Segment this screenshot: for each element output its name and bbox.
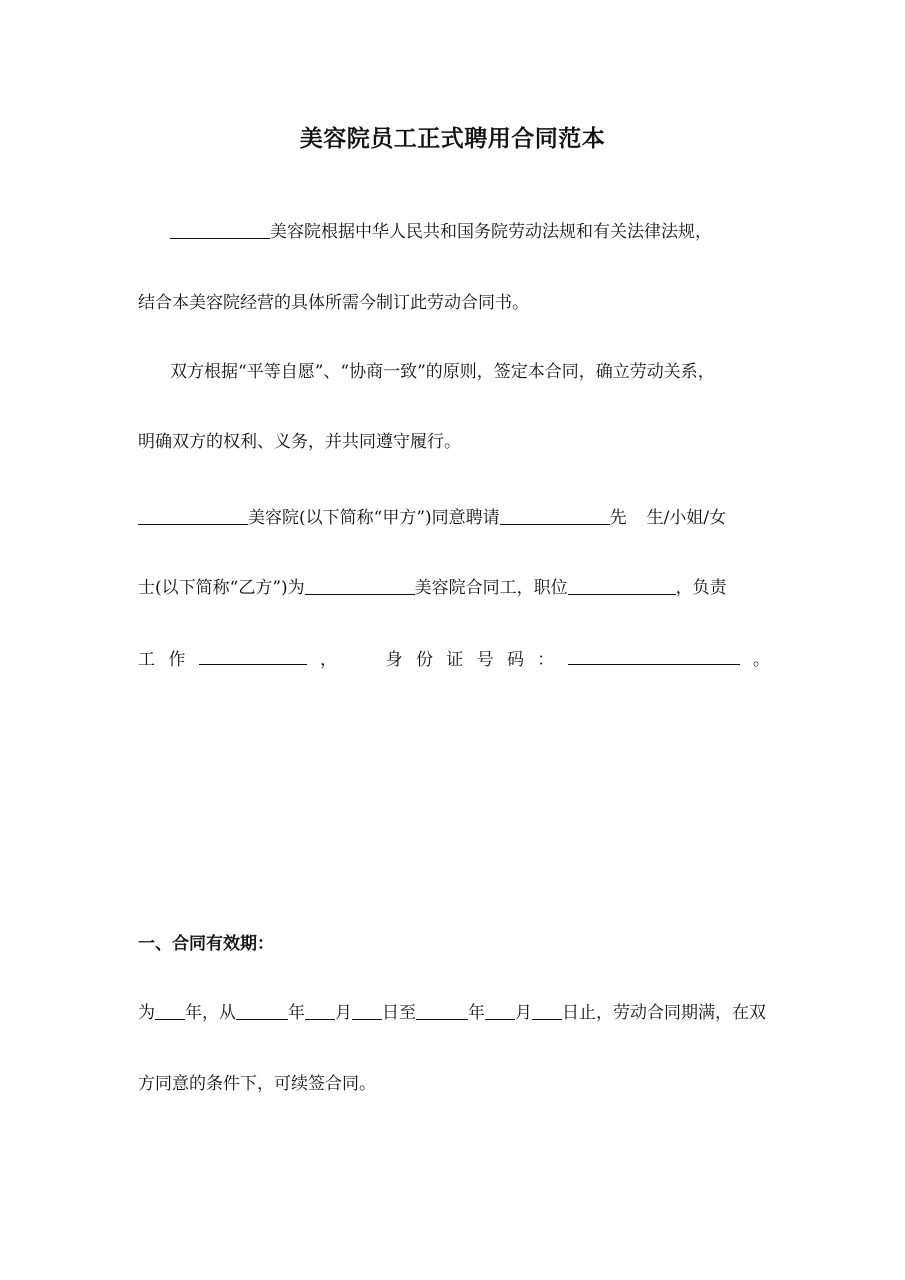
para3-line3-f: 证 [446, 650, 464, 670]
para3-line3-j: 。 [752, 650, 770, 670]
institution-name-blank[interactable] [170, 220, 270, 239]
para3-line3-i: ： [537, 650, 555, 670]
para3-line3-g: 号 [476, 650, 494, 670]
party-a-name-blank[interactable] [138, 506, 248, 525]
section1-line1-b: 年，从 [185, 1003, 236, 1023]
document-title: 美容院员工正式聘用合同范本 [299, 125, 606, 152]
end-day-blank[interactable] [532, 1001, 562, 1020]
section1-line1-f: 年 [468, 1003, 485, 1023]
para3-line3-e: 份 [415, 650, 433, 670]
para2-line1: 双方根据“平等自愿”、“协商一致”的原则，签定本合同，确立劳动关系， [170, 362, 715, 382]
section1-line1-g: 月 [515, 1003, 532, 1023]
para3-line1 [138, 503, 770, 533]
para3-line3-d: 身 [385, 650, 403, 670]
para3-line3-h: 码 [506, 650, 524, 670]
section1-line2: 方同意的条件下，可续签合同。 [138, 1074, 376, 1094]
position-blank[interactable] [568, 576, 676, 595]
para3-line1-b: 先 [609, 508, 627, 528]
para3-line3-b: 作 [168, 650, 186, 670]
section1-line1-c: 年 [288, 1003, 305, 1023]
para3-line2-b: 美容院合同工，职位 [414, 578, 568, 598]
section1-heading: 一、合同有效期： [138, 934, 274, 954]
section1-line1-d: 月 [335, 1003, 352, 1023]
section1-line1-a: 为 [138, 1003, 155, 1023]
para3-line2-c: ，负责 [675, 578, 727, 598]
section1-line1-e: 日至 [382, 1003, 416, 1023]
para1-line1 [170, 217, 770, 247]
para1-line2: 结合本美容院经营的具体所需今制订此劳动合同书。 [138, 293, 529, 313]
para1-line1-text: 美容院根据中华人民共和国务院劳动法规和有关法律法规， [270, 222, 712, 242]
end-year-blank[interactable] [416, 1001, 468, 1020]
para3-line3 [138, 645, 770, 675]
para3-line1-c: 生/小姐/女 [646, 508, 727, 528]
para3-line3-c: ， [319, 650, 337, 670]
work-duty-blank[interactable] [199, 646, 307, 665]
section1-line1 [138, 998, 770, 1028]
id-number-blank[interactable] [568, 646, 740, 665]
section1-line1-h: 日止，劳动合同期满，在双 [562, 1003, 766, 1023]
term-years-blank[interactable] [155, 1001, 185, 1020]
para3-line2 [138, 573, 770, 603]
para3-line3-a: 工 [138, 650, 155, 670]
para3-line2-a: 士(以下简称“乙方”)为 [138, 578, 305, 598]
para2-line2: 明确双方的权利、义务，并共同遵守履行。 [138, 432, 461, 452]
employee-name-blank[interactable] [500, 506, 610, 525]
start-month-blank[interactable] [305, 1001, 335, 1020]
end-month-blank[interactable] [485, 1001, 515, 1020]
start-year-blank[interactable] [236, 1001, 288, 1020]
para3-line1-a: 美容院(以下简称“甲方”)同意聘请 [248, 508, 500, 528]
start-day-blank[interactable] [352, 1001, 382, 1020]
employer-name-blank[interactable] [305, 576, 415, 595]
